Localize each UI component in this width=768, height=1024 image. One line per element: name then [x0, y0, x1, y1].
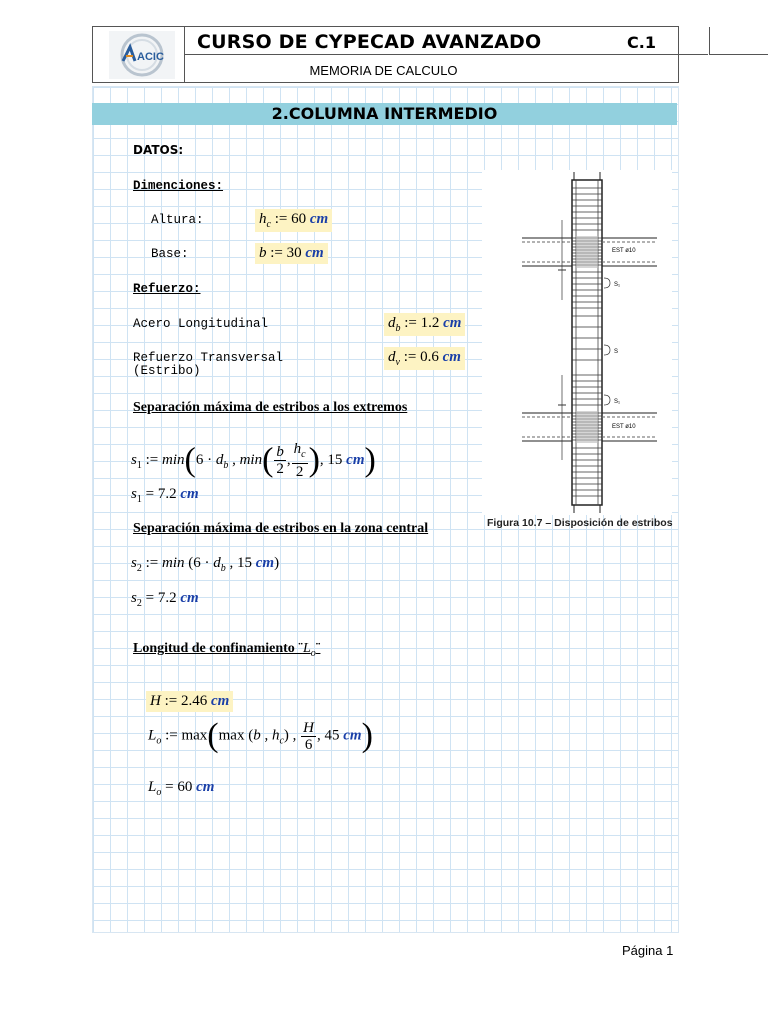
- section-title: 2.COLUMNA INTERMEDIO: [271, 104, 498, 123]
- document-title: CURSO DE CYPECAD AVANZADO: [197, 31, 542, 53]
- db-definition: $d_b$ := 1.2 cm: [384, 313, 465, 336]
- s1-result: $s_1 = 7.2$ cm: [131, 486, 199, 505]
- est-label-top: EST ø10: [612, 248, 636, 254]
- Lo-formula: $L_o$ := max(max (b , $h_c$) , $\frac{H}{6}$ , 45 cm): [148, 717, 373, 754]
- s2-formula: $s_2$ := $\min (6 \cdot d_b$ , 15 cm): [131, 555, 280, 574]
- dimensiones-label: Dimenciones:: [133, 179, 224, 193]
- s1-label-bottom: S₁: [614, 399, 621, 405]
- unit-cm: cm: [442, 349, 461, 365]
- est-label-bottom: EST ø10: [612, 424, 636, 430]
- unit-cm: cm: [343, 727, 362, 744]
- code-cell: [709, 27, 768, 55]
- altura-label: Altura:: [151, 213, 204, 227]
- unit-cm: cm: [180, 486, 199, 502]
- unit-cm: cm: [305, 245, 324, 261]
- central-heading: Separación máxima de estribos en la zona central: [133, 521, 429, 536]
- unit-cm: cm: [180, 590, 199, 606]
- s2-result-value: 7.2: [157, 590, 177, 606]
- hc-value: 60: [291, 211, 307, 227]
- acero-longitudinal-label: Acero Longitudinal: [133, 317, 269, 331]
- confinamiento-heading-end: ¨: [315, 641, 321, 656]
- confinamiento-heading-text: Longitud de confinamiento ¨: [133, 641, 303, 656]
- estribo-label: (Estribo): [133, 364, 201, 378]
- db-value: 1.2: [420, 315, 440, 331]
- b-definition: b := 30 cm: [255, 243, 328, 264]
- stirrup-diagram: [482, 170, 672, 515]
- H-value: 2.46: [180, 693, 208, 709]
- confinamiento-heading: Longitud de confinamiento $¨L_o¨$: [133, 641, 321, 659]
- figure-caption: Figura 10.7 – Disposición de estribos: [487, 517, 673, 529]
- refuerzo-transversal-label: Refuerzo Transversal: [133, 351, 284, 365]
- unit-cm: cm: [255, 555, 275, 571]
- Lo-result: $L_o = 60$ cm: [148, 779, 215, 798]
- datos-label: DATOS:: [133, 143, 184, 157]
- stirrup-figure: [482, 170, 672, 515]
- hc-definition: $h_c$ := 60 cm: [255, 209, 332, 232]
- logo-cell: [93, 27, 185, 82]
- s1-label-top: S₁: [614, 282, 621, 288]
- page-number: Página 1: [622, 943, 674, 958]
- document-code: C.1: [627, 33, 656, 52]
- svg-text:ACIC: ACIC: [137, 51, 164, 63]
- Lo-result-value: 60: [177, 779, 193, 795]
- unit-cm: cm: [210, 693, 230, 709]
- s2-result: $s_2 = 7.2$ cm: [131, 590, 199, 609]
- unit-cm: cm: [309, 211, 329, 227]
- s1-result-value: 7.2: [157, 486, 177, 502]
- extremos-heading: Separación máxima de estribos a los extremos: [133, 400, 408, 415]
- s1-formula: $s_1$ := $\min(6 \cdot d_b$ , min( $\frac{b}{2}$ , $\frac{h_c}{2}$ ), 15 cm): [131, 441, 376, 480]
- s-label: S: [614, 349, 619, 355]
- b-value: 30: [286, 245, 302, 261]
- acic-logo: [109, 31, 175, 79]
- unit-cm: cm: [196, 779, 215, 795]
- dv-definition: $d_v$ := 0.6 cm: [384, 347, 465, 370]
- dv-value: 0.6: [420, 349, 439, 365]
- H-definition: H := 2.46 cm: [146, 691, 233, 712]
- unit-cm: cm: [346, 451, 365, 468]
- unit-cm: cm: [443, 315, 462, 331]
- document-subtitle: MEMORIA DE CALCULO: [309, 63, 458, 78]
- refuerzo-label: Refuerzo:: [133, 282, 201, 296]
- base-label: Base:: [151, 247, 189, 261]
